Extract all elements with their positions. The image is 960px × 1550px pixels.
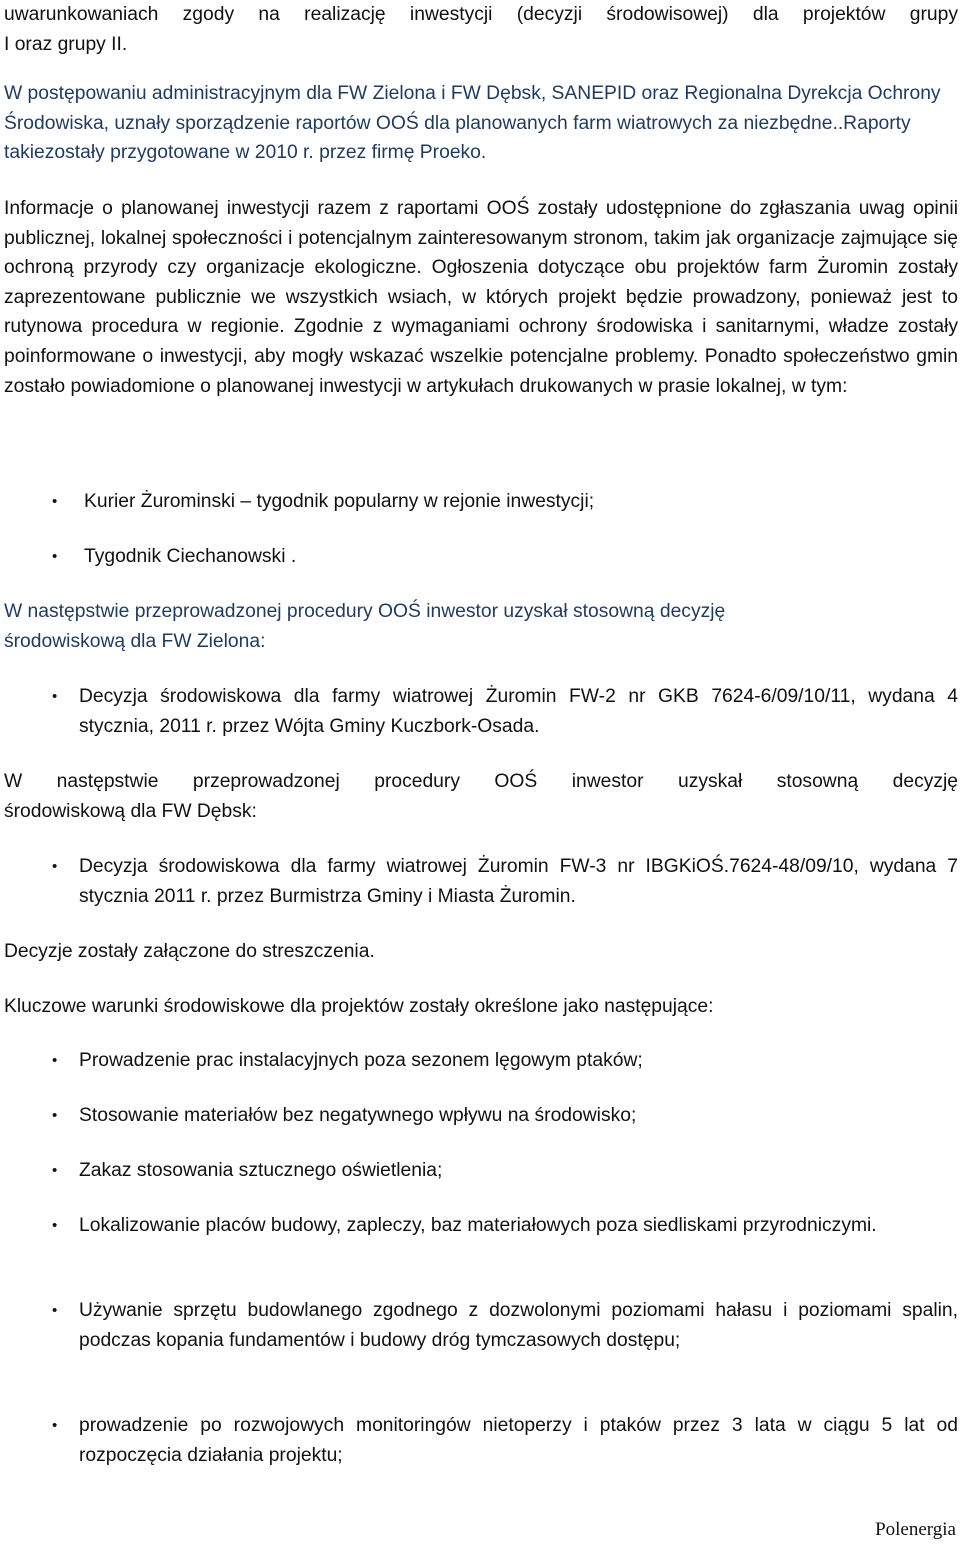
paragraph-key-conditions: Kluczowe warunki środowiskowe dla projektów zostały określone jako następujące:: [4, 996, 714, 1017]
list-item-text: Tygodnik Ciechanowski .: [84, 546, 297, 567]
paragraph-intro-line1: uwarunkowaniach zgody na realizację inwestycji (decyzji środowisowej) dla projektów grupy: [4, 4, 958, 25]
list-item-text: Kurier Żurominski – tygodnik popularny w rejonie inwestycji;: [84, 491, 595, 512]
consultation-sentence-1: Informacje o planowanej inwestycji razem z raportami OOŚ zostały udostępnione do zgłaszania uwag opinii publicznej, lokalnej społeczności i potencjalnym zainteresowanym stronom, takim jak organizacje zajmujące się ochroną przyrody czy organizacje ekologiczne.: [4, 198, 958, 279]
bullet-icon: •: [52, 1217, 58, 1234]
paragraph-decisions-attached: Decyzje zostały załączone do streszczenia.: [4, 941, 375, 962]
condition-text: Zakaz stosowania sztucznego oświetlenia;: [79, 1160, 443, 1181]
paragraph-decision-intro-zielona-line2: środowiskową dla FW Zielona:: [4, 631, 266, 652]
paragraph-decision-intro-debsk-line1: W następstwie przeprowadzonej procedury OOŚ inwestor uzyskał stosowną decyzję: [4, 771, 958, 792]
paragraph-administrative-text: W postępowaniu administracyjnym dla FW Zielona i FW Dębsk, SANEPID oraz Regionalna Dyrekcja Ochrony Środowiska, uznały sporządzenie raportów OOŚ dla planowanych farm wiatrowych za niezbędne.: [4, 83, 941, 134]
bullet-icon: •: [52, 493, 58, 510]
paragraph-consultation: [4, 194, 958, 401]
bullet-icon: •: [52, 1417, 58, 1434]
decision-zielona-text: Decyzja środowiskowa dla farmy wiatrowej Żuromin FW-2 nr GKB 7624-6/09/10/11, wydana 4 stycznia, 2011 r. przez Wójta Gminy Kuczbork-Osada.: [79, 686, 958, 737]
condition-text: Używanie sprzętu budowlanego zgodnego z dozwolonymi poziomami hałasu i poziomami spalin, podczas kopania fundamentów i budowy dróg tymczasowych dostępu;: [79, 1300, 958, 1351]
paragraph-decision-intro-zielona-line1: W następstwie przeprowadzonej procedury OOŚ inwestor uzyskał stosowną decyzję: [4, 601, 726, 622]
paragraph-intro-line2: I oraz grupy II.: [4, 34, 128, 55]
consultation-sentence-4: Ponadto społeczeństwo gmin zostało powiadomione o planowanej inwestycji w artykułach drukowanych w prasie lokalnej, w tym:: [4, 345, 959, 397]
bullet-icon: •: [52, 1052, 58, 1069]
bullet-icon: •: [52, 1107, 58, 1124]
paragraph-administrative-reports: .Raporty takiezostały przygotowane w 2010 r. przez firmę Proeko.: [4, 112, 911, 164]
condition-text: Stosowanie materiałów bez negatywnego wpływu na środowisko;: [79, 1105, 637, 1126]
condition-text: Lokalizowanie placów budowy, zapleczy, baz materiałowych poza siedliskami przyrodniczymi.: [79, 1215, 877, 1236]
footer-company-name: Polenergia: [875, 1519, 956, 1540]
decision-debsk-text: Decyzja środowiskowa dla farmy wiatrowej Żuromin FW-3 nr IBGKiOŚ.7624-48/09/10, wydana 7 stycznia 2011 r. przez Burmistrza Gminy i Miasta Żuromin.: [79, 856, 958, 907]
paragraph-decision-intro-debsk-line2: środowiskową dla FW Dębsk:: [4, 801, 257, 822]
condition-text: Prowadzenie prac instalacyjnych poza sezonem lęgowym ptaków;: [79, 1050, 643, 1071]
consultation-sentence-3: Zgodnie z wymaganiami ochrony środowiska i sanitarnymi, władze zostały poinformowane o inwestycji, aby mogły wskazać wszelkie potencjalne problemy.: [4, 316, 959, 367]
bullet-icon: •: [52, 1302, 58, 1319]
bullet-icon: •: [52, 1162, 58, 1179]
bullet-icon: •: [52, 858, 58, 875]
bullet-icon: •: [52, 688, 58, 705]
consultation-sentence-2: Ogłoszenia dotyczące obu projektów farm Żuromin zostały zaprezentowane publicznie we wszystkich wsiach, w których projekt będzie prowadzony, ponieważ jest to rutynowa procedura w regionie.: [4, 257, 958, 338]
paragraph-administrative: [4, 79, 958, 168]
condition-text: prowadzenie po rozwojowych monitoringów nietoperzy i ptaków przez 3 lata w ciągu 5 lat od rozpoczęcia działania projektu;: [79, 1415, 958, 1466]
bullet-icon: •: [52, 548, 58, 565]
